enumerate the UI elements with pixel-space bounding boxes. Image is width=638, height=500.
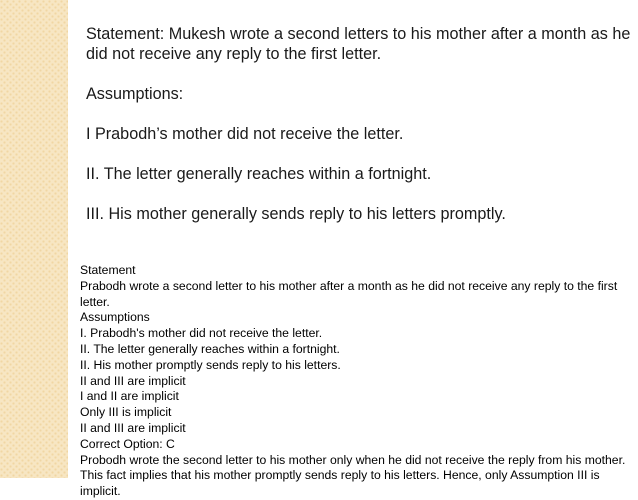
notes-correct-option: Correct Option: C — [80, 436, 175, 451]
slide-assumptions-heading: Assumptions: — [86, 85, 184, 103]
notes-assumptions-heading: Assumptions — [80, 310, 150, 325]
notes-assumption-3: II. His mother promptly sends reply to his letters. — [80, 357, 341, 372]
notes-statement-text: Prabodh wrote a second letter to his mother after a month as he did not receive any reply to the first letter. — [80, 278, 618, 309]
slide-assumption-1: I Prabodh’s mother did not receive the letter. — [86, 125, 404, 143]
decorative-side-strip — [0, 0, 68, 478]
slide-notes — [80, 263, 632, 500]
notes-option-2: I and II are implicit — [80, 389, 179, 404]
slide-assumption-2: II. The letter generally reaches within a fortnight. — [86, 165, 432, 183]
notes-option-4: II and III are implicit — [80, 420, 186, 435]
slide-statement: Statement: Mukesh wrote a second letters to his mother after a month as he did not receive any reply to the first letter. — [86, 25, 631, 63]
slide-content — [86, 24, 634, 244]
notes-assumption-1: I. Prabodh's mother did not receive the letter. — [80, 326, 323, 341]
notes-statement-heading: Statement — [80, 263, 136, 277]
slide-assumption-3: III. His mother generally sends reply to his letters promptly. — [86, 205, 506, 223]
notes-assumption-2: II. The letter generally reaches within a fortnight. — [80, 341, 340, 356]
notes-explanation: Probodh wrote the second letter to his mother only when he did not receive the reply from his mother. This fact implies that his mother promptly sends reply to his letters. Hence, only Assumption III is implicit. — [80, 452, 626, 499]
notes-option-3: Only III is implicit — [80, 405, 172, 420]
slide — [68, 0, 638, 258]
notes-option-1: II and III are implicit — [80, 373, 186, 388]
